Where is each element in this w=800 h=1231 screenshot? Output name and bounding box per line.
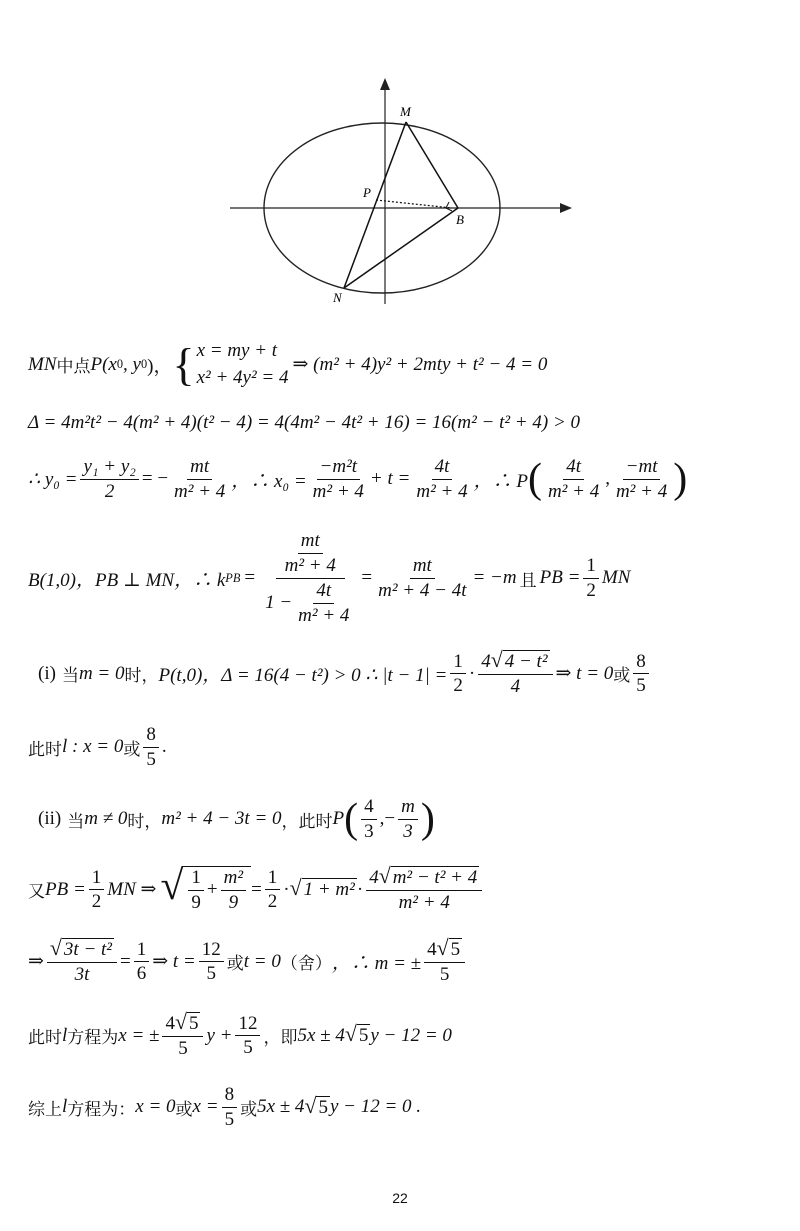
l10-frac-1-num: [162, 1012, 203, 1037]
l9-g: ，∴ m = ±: [331, 953, 422, 975]
l7-at-this: ，此时: [281, 811, 333, 832]
segment-mn: [344, 122, 406, 288]
page-number: 22: [392, 1190, 408, 1206]
l1-sub0: 0: [116, 357, 124, 372]
l4-and: 且: [519, 570, 537, 591]
l6-frac-num: 8: [143, 724, 159, 748]
l7-frac-1-num: 4: [361, 796, 377, 820]
l1-sys-eq1: x = my + t: [196, 340, 278, 361]
l3-frac-1: [80, 456, 138, 503]
l8-sqrt-1-radicand: [183, 866, 251, 914]
l4-cf-den-frac-d: m² + 4: [298, 604, 350, 626]
l11-frac-num: 8: [222, 1084, 238, 1108]
l1-system: [197, 338, 289, 391]
l4-frac-2-num: mt: [410, 555, 435, 579]
l9-t0: t = 0: [243, 950, 281, 972]
l9-frac-3-num: 12: [199, 939, 224, 963]
l10-frac-2-num: 12: [235, 1013, 260, 1037]
l3-b: = −: [141, 468, 169, 490]
l8-sqrt-1: √ $\frac{1}{9}$ + $\frac{\text{m²}}{9}$: [160, 866, 251, 914]
l4-c: =: [361, 567, 373, 589]
l6-or: 或: [123, 739, 141, 760]
l2-discriminant: Δ = 4m²t² − 4(m² + 4)(t² − 4) = 4(4m² − 4t² + 16) = 16(m² − t² + 4) > 0: [28, 412, 581, 433]
segment-pb-dotted: [376, 200, 452, 208]
x-axis-arrow: [560, 203, 572, 213]
l8-r-plus: +: [206, 879, 218, 901]
l10-frac-2-den: 5: [243, 1037, 253, 1059]
l3-frac-3-den: m² + 4: [312, 480, 364, 502]
l3-frac-6: [613, 456, 670, 503]
l4-d: = −m: [472, 567, 517, 589]
l8-frac-3-coef: 4: [369, 867, 379, 888]
l1-brace: {: [172, 338, 195, 390]
l5-frac-2-num: [478, 650, 552, 675]
l3-frac-3-num: −m²t: [317, 456, 361, 480]
l5-case: (i): [38, 662, 56, 684]
l5-frac-3-den: 5: [636, 675, 646, 697]
l3-frac-2: [171, 456, 228, 503]
l3-frac-4-den: m² + 4: [416, 480, 468, 502]
l9-implies: ⇒: [28, 951, 44, 973]
l3-e: ，∴ P: [473, 470, 528, 492]
l7-rparen: ): [420, 796, 435, 843]
l10-equation-is: 方程为: [67, 1028, 119, 1049]
l1-sys-eq2: x² + 4y² = 4: [196, 366, 289, 388]
l1-midpoint: 中点: [56, 357, 91, 378]
l10-d: x = ±: [118, 1024, 160, 1046]
l9-frac-1-den: 3t: [74, 963, 90, 985]
l7-frac-2-num: m: [398, 796, 418, 820]
l5-sqrt: √ 4 − t²: [490, 648, 548, 672]
ellipse-figure: [220, 72, 580, 312]
l4-a: B(1,0)，PB ⊥ MN，∴ k: [28, 569, 226, 591]
right-angle-mark: [446, 202, 452, 211]
l8-frac-1-den: 2: [91, 891, 102, 913]
l11-frac: [222, 1084, 238, 1131]
l4-cf-num-frac-n: mt: [298, 530, 323, 554]
l3-comma: ,: [605, 468, 610, 490]
l8-frac-3-den: m² + 4: [398, 891, 450, 913]
line-7: [28, 796, 780, 843]
y-axis-arrow: [380, 78, 390, 90]
l5-or: 或: [613, 666, 631, 687]
label-b: B: [456, 212, 464, 227]
l9-frac-3: [199, 939, 224, 986]
l7-frac-2-den: 3: [403, 820, 413, 842]
l8-eq: =: [251, 878, 262, 900]
l4-cf-num-frac: [282, 530, 339, 577]
l8-frac-2-den: 2: [267, 891, 278, 913]
l4-cf-den-frac: [295, 580, 352, 627]
l11-frac-den: 5: [224, 1108, 235, 1130]
l4-sub: PB: [225, 570, 241, 585]
l7-cond: m ≠ 0: [84, 808, 128, 830]
l5-dot: ·: [468, 662, 476, 684]
l9-sqrt-1-radicand: 3t − t²: [63, 939, 112, 960]
l11-equation-is: 方程为：: [67, 1099, 136, 1120]
l10-h: y − 12 = 0: [370, 1024, 452, 1046]
l10-sqrt-2: √ 5: [344, 1022, 369, 1047]
l11-sqrt: √ 5: [304, 1093, 328, 1118]
l7-eq: m² + 4 − 3t = 0: [161, 808, 282, 830]
l3-frac-5-num: 4t: [563, 456, 584, 480]
l10-frac-2: [235, 1013, 260, 1060]
l3-frac-1-num: y₁ + y₂: [80, 456, 138, 480]
l9-frac-4: [424, 938, 465, 986]
l11-or-1: 或: [175, 1099, 193, 1120]
l10-sqrt-1: √ 5: [174, 1010, 199, 1034]
l8-sqrt-3-radicand: m² − t² + 4: [392, 867, 478, 888]
l6-at-this: 此时: [28, 739, 62, 760]
l5-frac-1-num: 1: [450, 651, 466, 675]
line-1: [28, 338, 780, 391]
line-3: [28, 456, 780, 503]
l5-g: ⇒ t = 0: [555, 663, 614, 685]
l3-c: ，∴ x₀ =: [231, 470, 307, 492]
l1-p: P(x: [90, 353, 117, 375]
l7-frac-2: [398, 796, 418, 843]
l10-g: 5x ± 4: [297, 1024, 345, 1046]
l8-r-frac-2-den: 9: [228, 891, 239, 913]
l10-frac-1: [162, 1012, 203, 1060]
l7-case: (ii): [38, 808, 62, 830]
l9-frac-2: [134, 939, 150, 986]
l5-e: P(t,0)，Δ = 16(4 − t²) > 0 ∴ |t − 1| =: [158, 665, 448, 687]
l8-sqrt-2-radicand: 1 + m²: [303, 879, 355, 901]
l1-result: ⇒ (m² + 4)y² + 2mty + t² − 4 = 0: [292, 354, 548, 376]
l3-frac-3: [310, 456, 367, 503]
label-m: M: [400, 104, 411, 119]
l11-d: x = 0: [135, 1096, 176, 1118]
l3-rparen: ): [673, 456, 688, 503]
segment-mb: [406, 122, 458, 208]
l1-y: , y: [123, 353, 141, 375]
l8-r-frac-1-num: 1: [188, 867, 204, 891]
l8-dot-2: ·: [356, 878, 364, 900]
l4-b: =: [244, 567, 256, 589]
l5-time: 时，: [124, 666, 159, 687]
l3-a: ∴ y₀ =: [28, 468, 78, 490]
l8-frac-1: [89, 867, 105, 914]
l8-also: 又: [28, 882, 45, 903]
l9-or: 或: [226, 954, 244, 975]
line-5: [28, 650, 780, 698]
l6-frac: [143, 724, 159, 771]
l7-comma: ,−: [379, 808, 396, 830]
l5-frac-2: [478, 650, 552, 698]
l8-mn: MN ⇒: [107, 879, 157, 901]
l10-frac-1-coef: 4: [165, 1013, 175, 1034]
l4-g: MN: [601, 567, 631, 589]
l8-r-frac-1-den: 9: [191, 891, 201, 913]
l5-frac-3-num: 8: [633, 651, 649, 675]
l11-f: x =: [192, 1096, 219, 1118]
l8-r-frac-1: [188, 867, 204, 914]
l4-frac-2-den: m² + 4 − 4t: [378, 579, 467, 601]
line-6: [28, 724, 780, 771]
l10-l: l: [62, 1024, 68, 1046]
l6-period: .: [161, 736, 167, 758]
l4-f: PB =: [539, 567, 581, 589]
l9-sqrt-2-radicand: 5: [450, 939, 461, 960]
l8-frac-2: [265, 867, 281, 914]
l6-eq: l : x = 0: [62, 736, 124, 758]
l3-frac-4-num: 4t: [432, 456, 453, 480]
l3-frac-5: [545, 456, 602, 503]
l7-lparen: (: [344, 796, 359, 843]
l9-eq: =: [120, 950, 131, 972]
l5-sqrt-radicand: 4 − t²: [504, 651, 548, 672]
l3-frac-5-den: m² + 4: [547, 480, 600, 502]
l1-sub0b: 0: [140, 357, 148, 372]
line-4: [28, 530, 780, 626]
l1-close: )，: [147, 356, 173, 378]
l9-frac-1-num: [47, 938, 117, 963]
l5-cond: m = 0: [78, 662, 125, 684]
l8-frac-3: [366, 866, 482, 914]
l8-frac-3-num: [366, 866, 482, 891]
l3-frac-6-den: m² + 4: [615, 480, 668, 502]
l3-frac-2-den: m² + 4: [174, 480, 226, 502]
l3-frac-1-den: 2: [104, 480, 115, 502]
label-p: P: [363, 185, 371, 200]
l8-dot: ·: [283, 878, 290, 900]
l8-frac-1-num: 1: [89, 867, 105, 891]
l4-frac-2: [375, 555, 469, 602]
l9-c: ⇒ t =: [152, 951, 196, 973]
l5-frac-1-den: 2: [453, 675, 463, 697]
l4-cf-den: [262, 579, 358, 627]
l3-lparen: (: [527, 456, 542, 503]
l4-cf-den-a: 1 −: [265, 592, 293, 614]
l8-r-frac-2: [221, 867, 246, 914]
l9-frac-1: [47, 938, 117, 986]
l8-sqrt-3: √ m² − t² + 4: [378, 864, 478, 888]
line-2: [28, 412, 780, 434]
l4-cf-num: [276, 530, 345, 579]
l9-frac-3-den: 5: [206, 963, 216, 985]
l7-when: 当: [67, 811, 85, 832]
line-11: [28, 1084, 780, 1131]
l10-sqrt-1-radicand: 5: [188, 1013, 199, 1034]
l8-sqrt-2: √ 1 + m²: [289, 876, 355, 901]
l6-frac-den: 5: [146, 748, 156, 770]
l9-frac-4-num: [424, 938, 465, 963]
l5-frac-3: [633, 651, 649, 698]
l10-sqrt-2-radicand: 5: [358, 1025, 369, 1047]
l9-sqrt-1: √ 3t − t²: [49, 936, 112, 960]
l5-frac-2-den: 4: [510, 675, 521, 697]
l5-when: 当: [61, 666, 79, 687]
segment-bn: [344, 208, 458, 288]
l9-discard: （舍）: [280, 954, 332, 975]
l11-or-2: 或: [240, 1099, 258, 1120]
l11-in-summary: 综上: [28, 1099, 62, 1120]
l10-that-is: ，即: [263, 1028, 298, 1049]
l9-frac-2-den: 6: [136, 963, 147, 985]
l8-frac-2-num: 1: [265, 867, 281, 891]
l3-frac-4: [413, 456, 470, 503]
l11-l: l: [62, 1096, 68, 1118]
l8-pb: PB =: [45, 878, 86, 900]
l3-frac-2-num: mt: [187, 456, 212, 480]
l4-cf-num-frac-d: m² + 4: [284, 554, 336, 576]
l11-sqrt-radicand: 5: [318, 1096, 328, 1118]
line-8: [28, 863, 780, 914]
l4-cf-den-frac-n: 4t: [313, 580, 334, 604]
l4-frac-3-den: 2: [586, 579, 596, 601]
l9-sqrt-2: √ 5: [436, 936, 461, 960]
l11-h: 5x ± 4: [257, 1096, 305, 1118]
l10-frac-1-den: 5: [178, 1037, 188, 1059]
line-9: [28, 938, 780, 986]
l7-frac-1: [361, 796, 377, 843]
l4-frac-3: [583, 555, 599, 602]
l10-at-this: 此时: [28, 1028, 62, 1049]
l7-time: 时，: [127, 811, 162, 832]
l11-i: y − 12 = 0 .: [329, 1096, 422, 1118]
line-10: [28, 1012, 780, 1060]
l10-e: y +: [206, 1024, 233, 1046]
l4-complex-frac: [262, 530, 358, 626]
l7-frac-1-den: 3: [364, 820, 374, 842]
l3-d: + t =: [369, 468, 411, 490]
l5-frac-2-coef: 4: [481, 651, 491, 672]
l9-frac-2-num: 1: [134, 939, 150, 963]
l8-r-frac-2-num: m²: [221, 867, 246, 891]
l9-frac-4-den: 5: [439, 963, 450, 985]
l3-frac-6-num: −mt: [623, 456, 661, 480]
l1-mn: MN: [28, 353, 57, 375]
l7-p: P: [332, 808, 345, 830]
label-n: N: [333, 290, 342, 305]
l9-frac-4-coef: 4: [427, 939, 437, 960]
l5-frac-1: [450, 651, 466, 698]
l4-frac-3-num: 1: [583, 555, 599, 579]
